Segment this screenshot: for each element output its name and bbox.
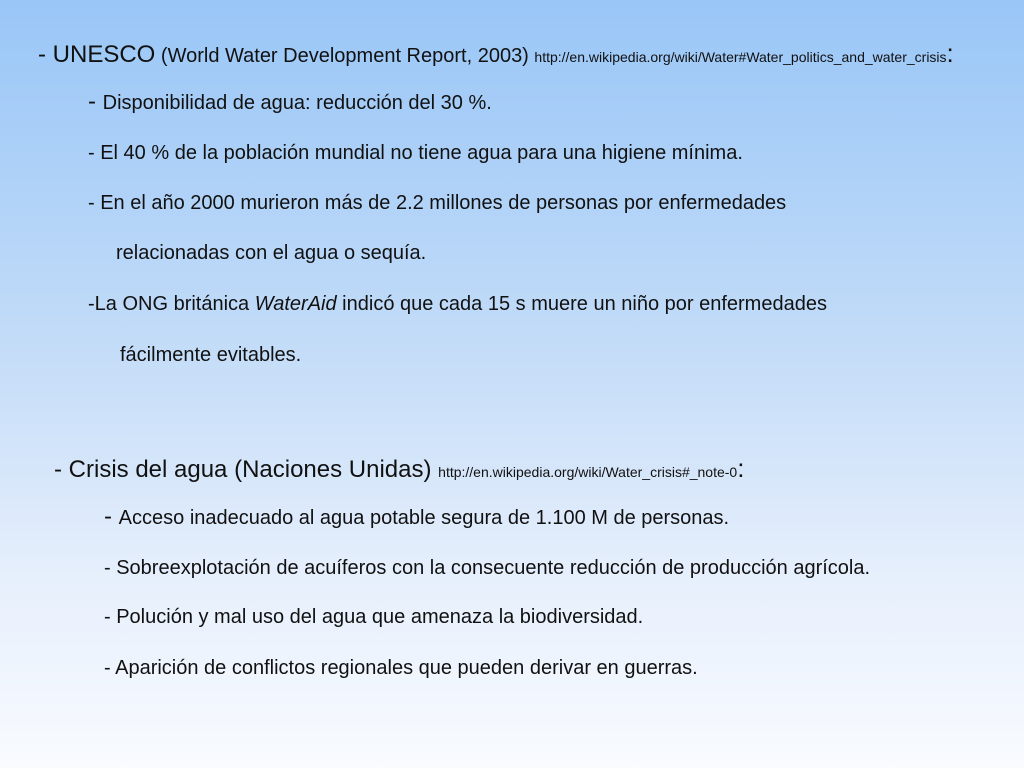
bullet-dash: - bbox=[104, 503, 119, 530]
bullet-continuation-text: relacionadas con el agua o sequía. bbox=[116, 242, 427, 264]
bullet-conflictos bbox=[104, 658, 698, 678]
bullet-text: - El 40 % de la población mundial no tiene agua para una higiene mínima. bbox=[88, 142, 743, 164]
bullet-dash: - bbox=[88, 88, 103, 115]
bullet-text: - Sobreexplotación de acuíferos con la consecuente reducción de producción agrícola. bbox=[104, 557, 871, 579]
unesco-heading bbox=[38, 40, 954, 67]
wateraid-name: WaterAid bbox=[254, 293, 337, 315]
bullet-text: Acceso inadecuado al agua potable segura de 1.100 M de personas. bbox=[118, 507, 730, 529]
bullet-text: - En el año 2000 murieron más de 2.2 millones de personas por enfermedades bbox=[88, 192, 787, 214]
unesco-url-link[interactable]: http://en.wikipedia.org/wiki/Water#Water_politics_and_water_crisis bbox=[534, 49, 947, 65]
heading-colon: : bbox=[946, 38, 954, 68]
bullet-muertes-continuation bbox=[116, 243, 426, 263]
bullet-disponibilidad bbox=[88, 90, 492, 114]
bullet-acceso bbox=[104, 505, 729, 529]
bullet-text: - Aparición de conflictos regionales que pueden derivar en guerras. bbox=[104, 657, 698, 679]
heading-dash: - bbox=[38, 41, 53, 68]
heading-colon: : bbox=[737, 453, 745, 483]
bullet-wateraid-continuation bbox=[120, 345, 301, 365]
crisis-title: - Crisis del agua (Naciones Unidas) bbox=[54, 456, 439, 483]
unesco-title: UNESCO bbox=[52, 41, 156, 68]
bullet-muertes bbox=[88, 193, 786, 213]
unesco-source: (World Water Development Report, 2003) bbox=[155, 45, 535, 67]
bullet-text: Disponibilidad de agua: reducción del 30 %. bbox=[102, 92, 492, 114]
bullet-polucion bbox=[104, 607, 643, 627]
bullet-sobreexplotacion bbox=[104, 558, 870, 578]
crisis-url-link[interactable]: http://en.wikipedia.org/wiki/Water_crisis#_note-0 bbox=[438, 464, 738, 480]
bullet-text-pre: -La ONG británica bbox=[88, 293, 255, 315]
bullet-continuation-text: fácilmente evitables. bbox=[120, 344, 302, 366]
bullet-poblacion bbox=[88, 143, 743, 163]
bullet-text-post: indicó que cada 15 s muere un niño por enfermedades bbox=[336, 293, 827, 315]
bullet-wateraid bbox=[88, 294, 827, 314]
bullet-text: - Polución y mal uso del agua que amenaza la biodiversidad. bbox=[104, 606, 644, 628]
crisis-heading bbox=[54, 455, 744, 482]
